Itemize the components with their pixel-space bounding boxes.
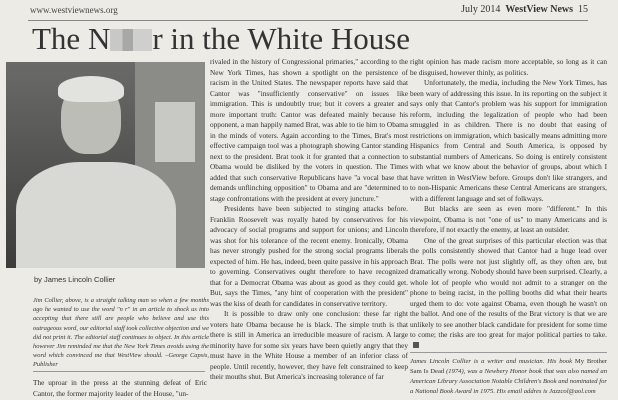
censored-word <box>110 29 152 51</box>
article-title <box>32 21 410 57</box>
paragraph: It is possible to draw only one conclusion: these far right voters hate Obama because he is black. The simple truth is that there is still in America an irreducible measure of racism. A large minority have for some six years have been quietly angry that they must have in the White House a member of an inferior class of people. Until recently, however, they have felt constrained to keep their mouths shut. But America's increasing tolerance of far <box>210 309 408 381</box>
bio-text: (1974), was a Newbery Honor book that was also named an American Library Association Notable Children's Book and nominated for a National Book Award in 1975. His email addres is Jazzcol@aol.com <box>410 368 608 395</box>
paragraph: right opinion has made racism more acceptable, so long as it can be disguised, however thinly, as politics. <box>410 57 607 77</box>
issue-date: July 2014 <box>461 4 501 15</box>
column-3 <box>410 57 607 351</box>
issue-info <box>461 4 588 15</box>
byline: by James Lincoln Collier <box>34 275 116 284</box>
author-photo <box>6 62 205 268</box>
paragraph-final <box>410 236 607 352</box>
column-2 <box>210 57 408 383</box>
title-part-1: The N <box>32 21 111 56</box>
bio-book-title: My Brother Sam Is Dead <box>410 358 608 375</box>
publication-name: WestView News <box>505 4 573 15</box>
website-url: www.westviewnews.org <box>30 5 118 15</box>
paragraph: Presidents have been subjected to stinging attacks before. Franklin Roosevelt was royally hated by conservatives for his advocacy of social programs and support for unions; and Lincoln was shot for his tolerance of the recent enemy. Ironically, Obama has never strongly pushed for the strong social programs liberals expected of him. He has, indeed, been quite passive in his approach to governing. Conservatives ought therefore to have recognized that for a Democrat Obama was about as good as they could get. But, says the Times, "any hint of cooperation with the president" was the kiss of death for candidates in conservative territory. <box>210 204 408 308</box>
title-part-2: r in the White House <box>152 21 411 56</box>
page-header <box>0 0 618 20</box>
divider <box>410 352 607 353</box>
divider <box>33 371 205 372</box>
column-1 <box>33 378 207 399</box>
author-bio <box>410 357 607 397</box>
paragraph-text: One of the great surprises of this particular election was that the polls consistently showed that Cantor had a huge lead over Brat. The polls were not just slightly off, as they often are, but dramatically wrong. Nobody should have been surprised. Clearly, a whole lot of people who would not admit to a stranger on the phone to being racist, in the polling booths did what their hearts urged them to do: vote against Obama, even though he wasn't on the ballot. And one of the results of the Brat victory is that we are unlikely to see another black candidate for president for some time to come; the risks are too great for major political parties to take. <box>410 235 607 339</box>
paragraph: rivaled in the history of Congressional primaries," according to the New York Times, has shown a spotlight on the persistence of racism in the United States. The newspaper reports have said that Cantor was "insufficiently conservative" on issues like immigration. This is undoubtly true; but it covers a greater and more important truth: Cantor was defeated mainly because his opponent, a man happily named Brat, was able to tie him to Obama in the minds of voters. Again according to the Times, Brat's most effective campaign tool was a photograph showing Cantor standing next to the president. Brat took it for granted that a connection to Obama would be disliked by the voters in question. The Times added that such conservative Republicans have "a vocal base that demands unflinching opposition" to Obama and are "determined to stage confrontations with the president at every juncture." <box>210 57 408 203</box>
paragraph: But blacks are seen as even more "different." In this viewpoint, Obama is not "one of us" to many Americans and is therefore, if not exactly the enemy, at least an outsider. <box>410 204 607 234</box>
editor-note: Jim Collier, above, is a straight talking man so when a few months ago he wanted to use the word "n r" in an article to shock us into accepting that there still are people who believe and use this outrageous word, our editorial staff took collective objection and we did not print it. The editorial staff continues to object. In this article however Jim reminded me that the New York Times avoids using the word which convinced me that WestView should. –George Capsis, Publisher <box>33 297 209 369</box>
paragraph: Unfortunately, the media, including the New York Times, has been wary of addressing this issue. In its reporting on the subject it says only that Cantor's problem was his support for immigration reform, including the legalization of people who had been smuggled in as children. There is no doubt that easing of restrictions on immigration, which basically means admitting more Hispanics from Central and South America, is opposed by substantial numbers of Americans. So doing is entirely consistent with what we know about the behavior of groups, about which I have written in WestView before. Groups don't like strangers, and to non-Hispanic Americans these Central Americans are strangers, with a different language and set of folkways. <box>410 78 607 203</box>
page-number: 15 <box>578 4 588 15</box>
end-mark-icon <box>413 342 419 348</box>
paragraph: The uproar in the press at the stunning defeat of Eric Cantor, the former majority leader of the House, "un- <box>33 378 207 398</box>
bio-text: James Lincoln Collier is a writer and musician. His book <box>410 358 575 365</box>
